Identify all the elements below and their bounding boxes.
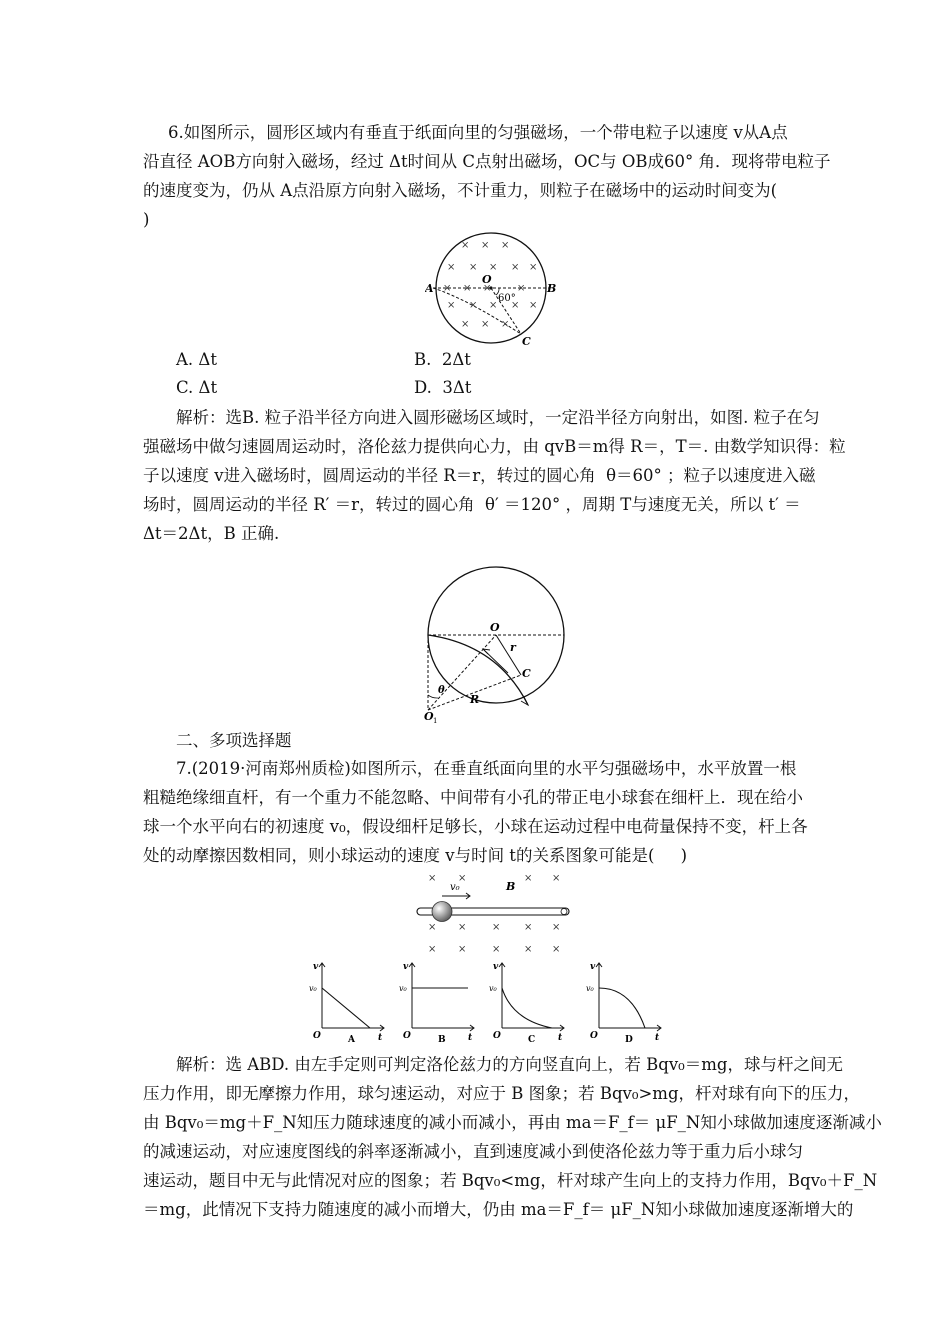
fig2-label-r: r — [510, 641, 516, 654]
q6-line-2: 沿直径 AOB方向射入磁场，经过 Δt时间从 C点射出磁场，OC与 OB成60° 角．现将带电粒子 — [143, 152, 831, 171]
graph-b-label: B — [438, 1035, 446, 1044]
q6-solution-line-2: 强磁场中做匀速圆周运动时，洛伦兹力提供向心力，由 qvB＝m得 R＝，T＝. 由数学知识得：粒 — [143, 437, 846, 456]
graph-d — [585, 958, 665, 1044]
svg-text:×: × — [483, 283, 492, 294]
graph-c-t: t — [558, 1033, 563, 1043]
q7-solution-line-3: 由 Bqv₀＝mg＋F_N知压力随球速度的减小而减小，再由 ma＝F_f＝ μF_N知小球做加速度逐渐减小 — [143, 1113, 882, 1132]
fig2-label-o: O — [490, 621, 500, 634]
graph-c — [488, 958, 568, 1044]
graph-b-v0: v₀ — [399, 984, 407, 993]
svg-text:×: × — [524, 944, 533, 955]
svg-text:×: × — [501, 319, 510, 330]
label-b: B — [547, 282, 557, 295]
fig2-label-c: C — [522, 667, 531, 680]
q6-magnetic-field-figure — [425, 228, 560, 350]
q7-line-1: 7.(2019·河南郑州质检)如图所示，在垂直纸面向里的水平匀强磁场中，水平放置一根 — [176, 759, 797, 778]
label-c: C — [522, 335, 531, 348]
graph-d-label: D — [625, 1035, 633, 1044]
svg-text:×: × — [447, 262, 456, 273]
svg-text:×: × — [428, 944, 437, 955]
q6-solution-line-5: Δt＝2Δt，B 正确. — [143, 524, 280, 543]
q7-solution-line-6: ＝mg，此情况下支持力随速度的减小而增大，仍由 ma＝F_f＝ μF_N知小球做加速度逐渐增大的 — [143, 1200, 854, 1219]
graph-b-v: v — [403, 962, 409, 972]
graph-d-v: v — [590, 962, 596, 972]
q7-solution-line-2: 压力作用，即无摩擦力作用，球匀速运动，对应于 B 图象；若 Bqv₀>mg，杆对球有向下的压力， — [143, 1084, 861, 1103]
svg-text:×: × — [552, 944, 561, 955]
section-title: 二、多项选择题 — [176, 731, 292, 750]
svg-text:×: × — [511, 300, 520, 311]
svg-text:×: × — [428, 873, 437, 884]
svg-text:×: × — [489, 262, 498, 273]
q7-solution-line-5: 速运动，题目中无与此情况对应的图象；若 Bqv₀<mg，杆对球产生向上的支持力作用，Bqv₀＋F_N — [143, 1171, 878, 1190]
graph-a-o: O — [313, 1031, 321, 1041]
svg-text:×: × — [511, 262, 520, 273]
svg-text:×: × — [492, 944, 501, 955]
fig2-label-o1: O — [424, 710, 434, 723]
graph-d-o: O — [590, 1031, 598, 1041]
svg-text:×: × — [529, 300, 538, 311]
q6-line-1: 6.如图所示，圆形区域内有垂直于纸面向里的匀强磁场，一个带电粒子以速度 v从A点 — [168, 123, 788, 142]
graph-d-t: t — [655, 1033, 660, 1043]
graph-c-v: v — [493, 962, 499, 972]
graph-c-o: O — [493, 1031, 501, 1041]
svg-text:×: × — [481, 319, 490, 330]
svg-text:×: × — [517, 283, 526, 294]
graph-a-v: v — [313, 962, 319, 972]
label-angle: 60° — [498, 293, 516, 304]
svg-text:×: × — [428, 922, 437, 933]
q7-line-4: 处的动摩擦因数相同，则小球运动的速度 v与时间 t的关系图象可能是( ) — [143, 846, 688, 865]
option-c: C. Δt — [176, 378, 218, 397]
q7-line-3: 球一个水平向右的初速度 v₀，假设细杆足够长，小球在运动过程中电荷量保持不变，杆上各 — [143, 817, 808, 836]
fig2-label-theta: θ — [438, 685, 445, 696]
svg-text:×: × — [443, 283, 452, 294]
graph-b — [398, 958, 478, 1044]
svg-text:×: × — [552, 922, 561, 933]
svg-text:×: × — [458, 944, 467, 955]
label-o: O — [482, 273, 492, 286]
graph-c-label: C — [528, 1035, 536, 1044]
svg-text:×: × — [524, 873, 533, 884]
q6-line-3: 的速度变为，仍从 A点沿原方向射入磁场，不计重力，则粒子在磁场中的运动时间变为( — [143, 181, 778, 200]
svg-text:×: × — [481, 240, 490, 251]
q6-solution-figure — [418, 555, 568, 725]
svg-text:×: × — [501, 240, 510, 251]
q6-solution-line-4: 场时，圆周运动的半径 R′ ＝r，转过的圆心角 θ′ ＝120° ，周期 T与速度无关，所以 t′ ＝ — [143, 495, 801, 514]
graph-a-label: A — [348, 1035, 355, 1044]
svg-text:×: × — [458, 922, 467, 933]
fig2-label-o1-sub: 1 — [433, 717, 438, 725]
fig2-label-big-r: R — [470, 693, 480, 706]
q6-solution-line-1: 解析：选B. 粒子沿半径方向进入圆形磁场区域时，一定沿半径方向射出，如图. 粒子在匀 — [176, 408, 820, 427]
svg-text:×: × — [461, 240, 470, 251]
svg-text:×: × — [469, 262, 478, 273]
option-d: D. 3Δt — [414, 378, 472, 397]
graph-b-o: O — [403, 1031, 411, 1041]
svg-text:×: × — [469, 300, 478, 311]
charged-ball — [432, 902, 452, 922]
q6-line-4: ) — [143, 210, 150, 229]
q7-solution-line-1: 解析：选 ABD. 由左手定则可判定洛伦兹力的方向竖直向上，若 Bqv₀＝mg，球与杆之间无 — [176, 1055, 843, 1074]
label-a: A — [425, 282, 434, 295]
rod-label-b: B — [506, 880, 516, 893]
svg-text:×: × — [529, 262, 538, 273]
rod-label-v0: v₀ — [450, 882, 460, 893]
graph-b-t: t — [468, 1033, 473, 1043]
q7-solution-line-4: 的减速运动，对应速度图线的斜率逐渐减小，直到速度减小到使洛伦兹力等于重力后小球匀 — [143, 1142, 803, 1161]
svg-text:×: × — [463, 283, 472, 294]
option-b: B. 2Δt — [414, 350, 471, 369]
svg-text:×: × — [458, 873, 467, 884]
svg-text:×: × — [461, 319, 470, 330]
graph-c-v0: v₀ — [489, 984, 497, 993]
svg-text:×: × — [489, 300, 498, 311]
svg-text:×: × — [552, 873, 561, 884]
q6-solution-line-3: 子以速度 v进入磁场时，圆周运动的半径 R＝r，转过的圆心角 θ＝60° ；粒子以速度进入磁 — [143, 466, 816, 485]
svg-text:×: × — [492, 922, 501, 933]
q7-line-2: 粗糙绝缘细直杆，有一个重力不能忽略、中间带有小孔的带正电小球套在细杆上．现在给小 — [143, 788, 803, 807]
option-a: A. Δt — [176, 350, 217, 369]
graph-d-v0: v₀ — [586, 984, 594, 993]
graph-a-t: t — [378, 1033, 383, 1043]
q7-rod-figure — [412, 868, 572, 958]
graph-a — [308, 958, 388, 1044]
svg-text:×: × — [447, 300, 456, 311]
svg-text:×: × — [524, 922, 533, 933]
graph-a-v0: v₀ — [309, 984, 317, 993]
